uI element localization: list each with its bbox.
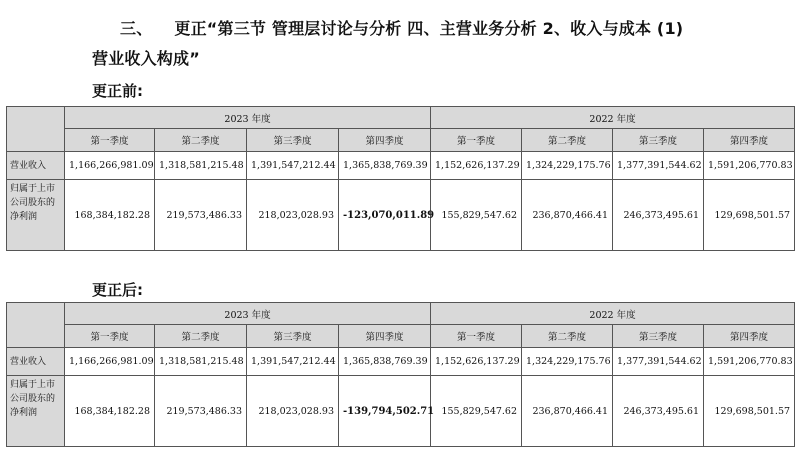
corner-cell: [7, 303, 65, 348]
before-correction-table: [6, 106, 795, 251]
after-correction-table: [6, 302, 795, 447]
table-cell: 1,166,266,981.09: [65, 348, 155, 376]
table-cell: 1,318,581,215.48: [155, 152, 247, 180]
table-cell: 1,152,626,137.29: [431, 152, 522, 180]
quarter-header: 第二季度: [522, 325, 613, 348]
year-header-2022: 2022 年度: [431, 107, 795, 129]
table-cell: 168,384,182.28: [65, 180, 155, 251]
table-cell: 219,573,486.33: [155, 376, 247, 447]
quarter-header: 第二季度: [155, 129, 247, 152]
before-correction-label: 更正前:: [92, 82, 143, 100]
table-cell: 218,023,028.93: [247, 180, 339, 251]
quarter-header: 第四季度: [704, 325, 795, 348]
quarter-header: 第一季度: [431, 325, 522, 348]
row-label-net-profit: 归属于上市公司股东的净利润: [7, 376, 65, 447]
table-cell: 168,384,182.28: [65, 376, 155, 447]
table-cell: 1,318,581,215.48: [155, 348, 247, 376]
table-cell: 155,829,547.62: [431, 180, 522, 251]
table-row: [7, 180, 795, 251]
quarter-header: 第三季度: [247, 129, 339, 152]
quarter-header: 第一季度: [431, 129, 522, 152]
table-row: [7, 348, 795, 376]
table-cell: 1,365,838,769.39: [339, 152, 431, 180]
quarter-header: 第三季度: [613, 129, 704, 152]
table-cell: 129,698,501.57: [704, 180, 795, 251]
table-cell: 246,373,495.61: [613, 376, 704, 447]
quarter-header: 第二季度: [522, 129, 613, 152]
row-label-revenue: 营业收入: [7, 348, 65, 376]
quarter-header: 第二季度: [155, 325, 247, 348]
table-cell: 1,377,391,544.62: [613, 348, 704, 376]
table-cell: 1,152,626,137.29: [431, 348, 522, 376]
table-cell: 1,591,206,770.83: [704, 152, 795, 180]
table-cell: 155,829,547.62: [431, 376, 522, 447]
table-cell: 1,166,266,981.09: [65, 152, 155, 180]
table-cell: 1,591,206,770.83: [704, 348, 795, 376]
heading-line-2: 营业收入构成”: [92, 49, 200, 68]
table-cell: 1,377,391,544.62: [613, 152, 704, 180]
after-correction-label: 更正后:: [92, 281, 143, 299]
table-cell: 129,698,501.57: [704, 376, 795, 447]
table-cell: 236,870,466.41: [522, 180, 613, 251]
quarter-header: 第三季度: [247, 325, 339, 348]
corrected-value-cell: -123,070,011.89: [339, 180, 431, 251]
table-cell: 246,373,495.61: [613, 180, 704, 251]
correction-heading: [92, 14, 683, 74]
table-cell: 219,573,486.33: [155, 180, 247, 251]
quarter-header: 第四季度: [339, 325, 431, 348]
table-row: [7, 152, 795, 180]
row-label-net-profit: 归属于上市公司股东的净利润: [7, 180, 65, 251]
table-cell: 236,870,466.41: [522, 376, 613, 447]
corrected-value-cell: -139,794,502.71: [339, 376, 431, 447]
quarter-header: 第一季度: [65, 325, 155, 348]
row-label-revenue: 营业收入: [7, 152, 65, 180]
heading-number: 三、: [120, 19, 153, 38]
table-cell: 1,324,229,175.76: [522, 348, 613, 376]
heading-text: 更正“第三节 管理层讨论与分析 四、主营业务分析 2、收入与成本 (1): [174, 19, 684, 38]
year-header-2022: 2022 年度: [431, 303, 795, 325]
quarter-header: 第一季度: [65, 129, 155, 152]
quarter-header: 第四季度: [704, 129, 795, 152]
table-cell: 1,391,547,212.44: [247, 348, 339, 376]
table-row: [7, 376, 795, 447]
year-header-2023: 2023 年度: [65, 303, 431, 325]
table-cell: 1,365,838,769.39: [339, 348, 431, 376]
quarter-header: 第三季度: [613, 325, 704, 348]
year-header-2023: 2023 年度: [65, 107, 431, 129]
quarter-header: 第四季度: [339, 129, 431, 152]
table-cell: 218,023,028.93: [247, 376, 339, 447]
corner-cell: [7, 107, 65, 152]
table-cell: 1,324,229,175.76: [522, 152, 613, 180]
table-cell: 1,391,547,212.44: [247, 152, 339, 180]
heading-line-1: [92, 19, 683, 38]
